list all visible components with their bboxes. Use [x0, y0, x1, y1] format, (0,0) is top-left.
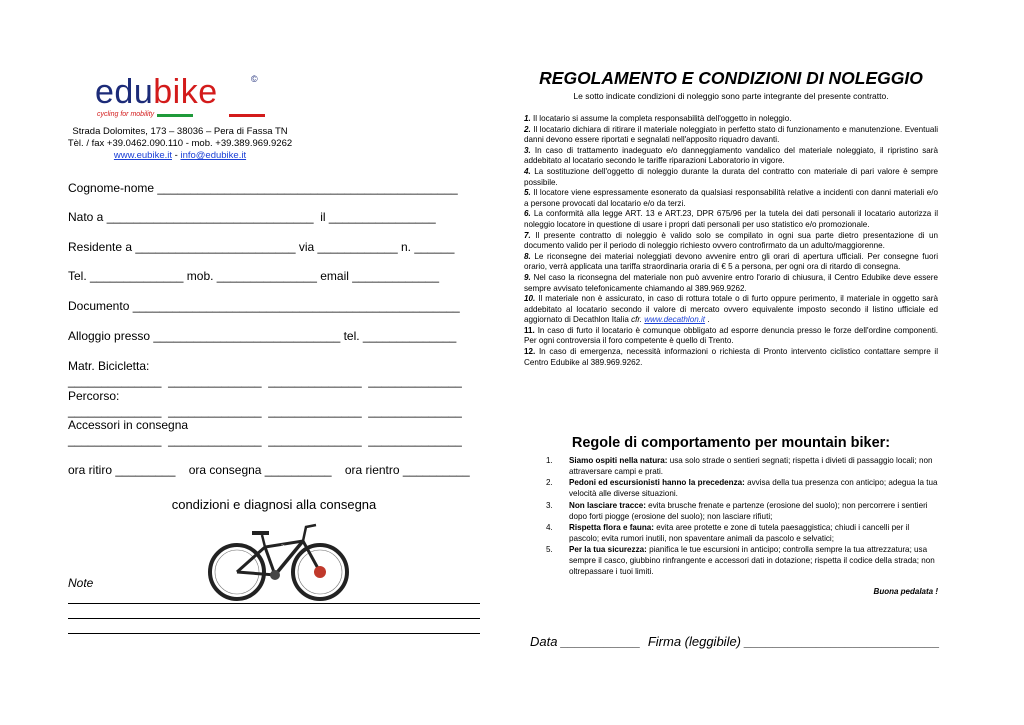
- edubike-logo: [95, 74, 265, 124]
- regole-mtb-title: Regole di comportamento per mountain biker:: [571, 435, 891, 451]
- condizioni-title: condizioni e diagnosi alla consegna: [171, 497, 377, 512]
- flag-white: [193, 114, 229, 117]
- logo-bike: bike: [153, 73, 218, 111]
- copyright-mark: ©: [251, 74, 258, 84]
- contact-phone: Tèl. / fax +39.0462.090.110 - mob. +39.389.969.9262: [67, 138, 293, 149]
- rule-item: 9. Nel caso la riconsegna del materiale non può avvenire entro l'orario di chiusura, il Centro Edubike deve essere sempre avvisato telefonicamente chiamando al 389.969.9262.: [524, 272, 939, 293]
- field-accessori-lines[interactable]: ______________ ______________ ______________ ______________: [68, 433, 462, 447]
- note-line-3[interactable]: [68, 633, 480, 634]
- mtb-rule-item: 1. Siamo ospiti nella natura: usa solo strade o sentieri segnati; rispetta i divieti di passaggio locali; non attraversare campi e prati.: [546, 456, 933, 476]
- buona-pedalata: Buona pedalata !: [873, 587, 938, 596]
- field-alloggio[interactable]: Alloggio presso ____________________________ tel. ______________: [68, 329, 457, 343]
- logo-edu: edu: [95, 73, 154, 111]
- flag-red: [229, 114, 265, 117]
- mtb-rule-item: 3. Non lasciare tracce: evita brusche frenate e partenze (erosione del suolo); non percorrere i sentieri dopo forti piogge (erosione del suolo); non lasciare rifiuti;: [546, 500, 928, 521]
- accessori-label: Accessori in consegna: [68, 418, 189, 432]
- contact-separator: -: [174, 150, 178, 161]
- rule-item: 10. Il materiale non è assicurato, in caso di rottura totale o di furto oppure perimento, il materiale in oggetto sarà addebitato al locatario secondo il valore di mercato ovvero equivalente imposto secondo il listino ufficiale ed aggiornato di Decathlon Italia cfr. www.decathlon.it .: [524, 294, 938, 325]
- percorso-label: Percorso:: [68, 389, 120, 403]
- field-orari[interactable]: ora ritiro _________ ora consegna __________ ora rientro __________: [68, 463, 470, 477]
- field-percorso-lines[interactable]: ______________ ______________ ______________ ______________: [68, 404, 462, 418]
- regolamento-subtitle: Le sotto indicate condizioni di noleggio sono parte integrante del presente contratto.: [573, 91, 889, 101]
- field-documento[interactable]: Documento _________________________________________________: [68, 299, 460, 313]
- field-data-firma[interactable]: Data ___________ Firma (leggibile) ___________________________: [530, 634, 940, 649]
- logo-tagline: cycling for mobility: [97, 111, 155, 118]
- mtb-rule-item: 5. Per la tua sicurezza: pianifica le tue escursioni in anticipo; controlla sempre la tua attrezzatura; usa sempre il casco, giubbino rinfrangente e accessori dati in dotazione; rispetta il codice della strada; non oltrepassare i tuoi limiti.: [546, 545, 935, 577]
- mtb-rule-item: 4. Rispetta flora e fauna: evita aree protette e zone di tutela paesaggistica; chiudi i cancelli per il pascolo; evita rumori inutili, non spaventare animali da pascolo e selvatici;: [546, 522, 910, 543]
- svg-text:~: ~: [281, 543, 285, 549]
- cfr-label: cfr.: [631, 315, 643, 325]
- rule-item: 4. La sostituzione dell'oggetto di noleggio durante la durata del contratto con materiale di pari valore è sempre possibile.: [524, 166, 939, 187]
- contact-web: [60, 150, 300, 162]
- regolamento-title: REGOLAMENTO E CONDIZIONI DI NOLEGGIO: [539, 68, 923, 88]
- rule-item: 12. In caso di emergenza, necessità informazioni o richiesta di Pronto intervento ciclistico contattare sempre il Centro Edubike al 389.969.9262.: [524, 347, 938, 367]
- mtb-rule-item: 2. Pedoni ed escursionisti hanno la precedenza: avvisa della tua presenza con anticipo; adegua la tua velocità alle diverse situazioni.: [546, 478, 938, 499]
- field-residente[interactable]: Residente a ________________________ via ____________ n. ______: [68, 240, 455, 254]
- rule-item: 11. In caso di furto il locatario è comunque obbligato ad esporre denuncia presso le forze dell'ordine componenti. Per ogni controversia il foro competente è quello di Trento.: [524, 325, 938, 346]
- decathlon-link[interactable]: www.decathlon.it: [644, 315, 706, 325]
- contact-address: Strada Dolomites, 173 – 38036 – Pera di Fassa TN: [72, 126, 288, 137]
- rule-item: 2. Il locatario dichiara di ritirare il materiale noleggiato in perfetto stato di funzionamento e manutenzione. Eventuali danni devono essere riportati e segnalati nell'apposito riquadro davanti.: [524, 124, 938, 145]
- field-tel[interactable]: Tel. ______________ mob. _______________ email _____________: [68, 269, 439, 283]
- note-line-1[interactable]: [68, 603, 480, 604]
- website-link[interactable]: www.eubike.it: [113, 150, 172, 161]
- note-line-2[interactable]: [68, 618, 480, 619]
- mountain-bike-image: [205, 517, 353, 602]
- matr-label: Matr. Bicicletta:: [68, 359, 150, 373]
- mtb-rules-list: [540, 456, 940, 578]
- rules-list: [524, 114, 938, 368]
- field-nato[interactable]: Nato a _______________________________ il ________________: [68, 210, 436, 224]
- rule-item: 1. Il locatario si assume la completa responsabilità dell'oggetto in noleggio.: [524, 114, 792, 123]
- email-link[interactable]: info@edubike.it: [180, 150, 247, 161]
- rule-item: 5. Il locatore viene espressamente esonerato da qualsiasi responsabilità relative a incidenti con danni materiali e/o a persone provocati dal locatario e/o da terzi.: [524, 188, 938, 208]
- rule-item: 3. In caso di trattamento inadeguato e/o danneggiamento vandalico del materiale noleggiato, il ripristino sarà addebitato al locatario secondo le tariffe riparazioni Laboratorio in vigore.: [524, 145, 939, 166]
- flag-green: [157, 114, 193, 117]
- note-label: Note: [68, 576, 94, 590]
- field-cognome-nome[interactable]: Cognome-nome _____________________________________________: [68, 181, 458, 195]
- rule-item: 8. Le riconsegne dei materiai noleggiati devono avvenire entro gli orari di apertura ufficiali. Per consegne fuori orario, verrà applicata una tariffa straordinaria oraria di € 5 a persona, per ogni ora di ritardo di consegna.: [524, 251, 939, 272]
- rule-item: 7. Il presente contratto di noleggio è valido solo se compilato in ogni sua parte dietro presentazione di un documento valido per il periodo di noleggio richiesto ovvero controfirmato da un adulto/maggiorenne.: [524, 230, 938, 251]
- italian-flag-stripe: [157, 114, 265, 117]
- field-matr-lines[interactable]: ______________ ______________ ______________ ______________: [68, 374, 462, 388]
- rule-item: 6. La conformità alla legge ART. 13 e ART.23, DPR 675/96 per la tutela dei dati personali il locatario autorizza il noleggio locatore in questione di usare i propri dati personali per uso statistico e/o promozionale.: [524, 209, 938, 229]
